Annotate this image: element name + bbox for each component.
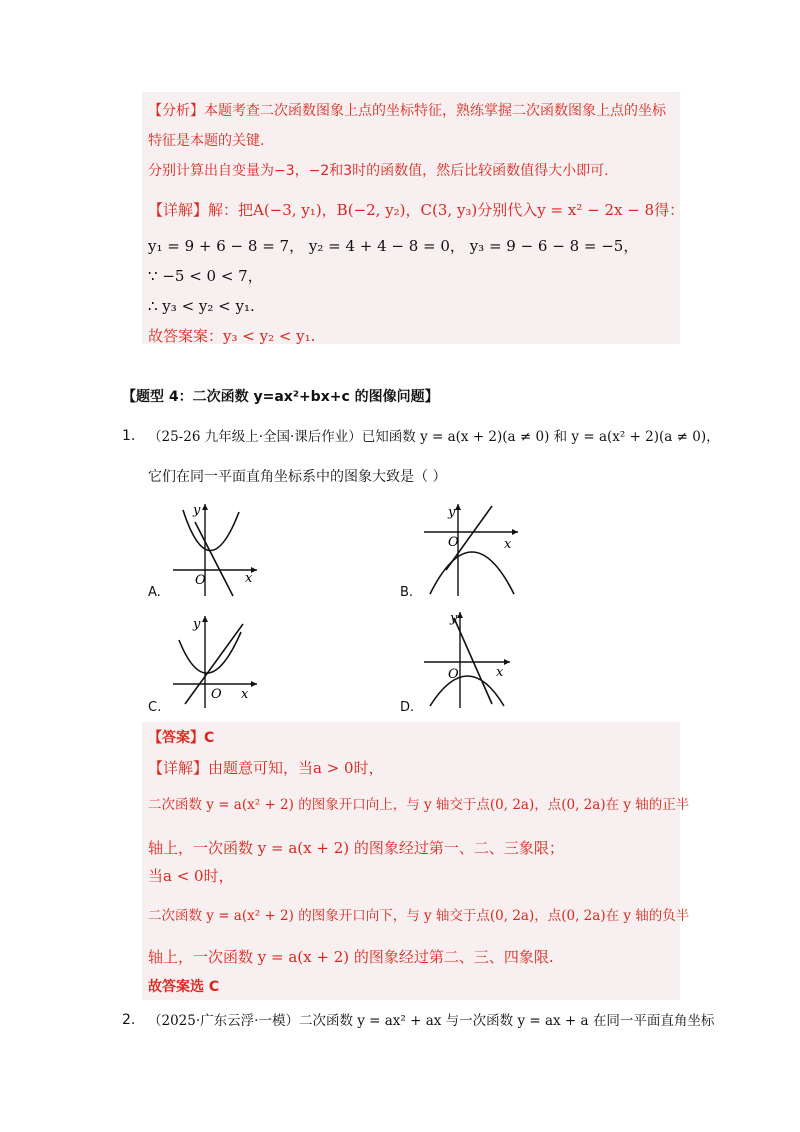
detail-line-2: y₁ = 9 + 6 − 8 = 7， y₂ = 4 + 4 − 8 = 0， y₃ = 9 − 6 − 8 = −5， bbox=[148, 237, 639, 255]
question-2-line-1: （2025·广东云浮·一模）二次函数 y = ax² + ax 与一次函数 y = ax + a 在同一平面直角坐标 bbox=[148, 1013, 715, 1029]
question-1-number: 1. bbox=[122, 428, 136, 444]
graph-c-x-label: x bbox=[241, 687, 249, 702]
detail-line-1: 【详解】解：把A(−3, y₁)，B(−2, y₂)，C(3, y₃)分别代入y = x² − 2x − 8得： bbox=[148, 201, 685, 219]
graph-a-x-label: x bbox=[245, 571, 253, 586]
choice-d[interactable]: D. bbox=[400, 700, 415, 715]
graph-b-x-label: x bbox=[504, 537, 512, 552]
answer-detail-line-3: 轴上，一次函数 y = a(x + 2) 的图象经过第一、二、三象限； bbox=[148, 839, 564, 857]
detail-line-3: ∵ −5 < 0 < 7， bbox=[148, 267, 263, 285]
answer-detail-line-5: 二次函数 y = a(x² + 2) 的图象开口向下，与 y 轴交于点(0, 2a)，点(0, 2a)在 y 轴的负半 bbox=[148, 908, 690, 924]
section-heading: 【题型 4：二次函数 y=ax²+bx+c 的图像问题】 bbox=[122, 389, 439, 405]
graph-c bbox=[165, 610, 285, 710]
graph-a-y-label: y bbox=[193, 503, 201, 518]
graph-d bbox=[420, 610, 540, 710]
detail-answer-line: 故答案案：y₃ < y₂ < y₁. bbox=[148, 327, 316, 345]
graph-b bbox=[420, 500, 540, 600]
question-2-number: 2. bbox=[122, 1012, 136, 1028]
choice-b[interactable]: B. bbox=[400, 585, 414, 600]
answer-label: 【答案】C bbox=[148, 730, 215, 746]
graph-d-y-label: y bbox=[450, 611, 458, 626]
answer-detail-line-2: 二次函数 y = a(x² + 2) 的图象开口向上，与 y 轴交于点(0, 2a)，点(0, 2a)在 y 轴的正半 bbox=[148, 797, 690, 813]
graph-a-origin-label: O bbox=[195, 573, 206, 588]
graph-b-origin-label: O bbox=[448, 535, 459, 550]
analysis-line-3: 分别计算出自变量为−3，−2和3时的函数值，然后比较函数值得大小即可. bbox=[148, 163, 609, 179]
graph-a bbox=[165, 500, 285, 600]
question-1-line-2: 它们在同一平面直角坐标系中的图象大致是（ ） bbox=[148, 469, 447, 485]
answer-detail-line-1: 【详解】由题意可知，当a > 0时， bbox=[148, 759, 384, 777]
graph-c-y-label: y bbox=[193, 617, 201, 632]
answer-final: 故答案选 C bbox=[148, 979, 220, 995]
question-1-line-1: （25-26 九年级上·全国·课后作业）已知函数 y = a(x + 2)(a ≠ 0) 和 y = a(x² + 2)(a ≠ 0)， bbox=[148, 429, 720, 445]
analysis-line-2: 特征是本题的关键. bbox=[148, 133, 265, 149]
analysis-line-1: 【分析】本题考查二次函数图象上点的坐标特征，熟练掌握二次函数图象上点的坐标 bbox=[148, 103, 666, 119]
graph-c-origin-label: O bbox=[211, 687, 222, 702]
graph-d-origin-label: O bbox=[448, 667, 459, 682]
detail-line-4: ∴ y₃ < y₂ < y₁. bbox=[148, 297, 255, 315]
choice-c[interactable]: C. bbox=[148, 700, 162, 715]
answer-detail-line-4: 当a < 0时， bbox=[148, 867, 234, 885]
choice-a[interactable]: A. bbox=[148, 585, 161, 600]
graph-d-x-label: x bbox=[496, 665, 504, 680]
graph-b-y-label: y bbox=[448, 505, 456, 520]
answer-detail-line-6: 轴上，一次函数 y = a(x + 2) 的图象经过第二、三、四象限. bbox=[148, 948, 554, 966]
